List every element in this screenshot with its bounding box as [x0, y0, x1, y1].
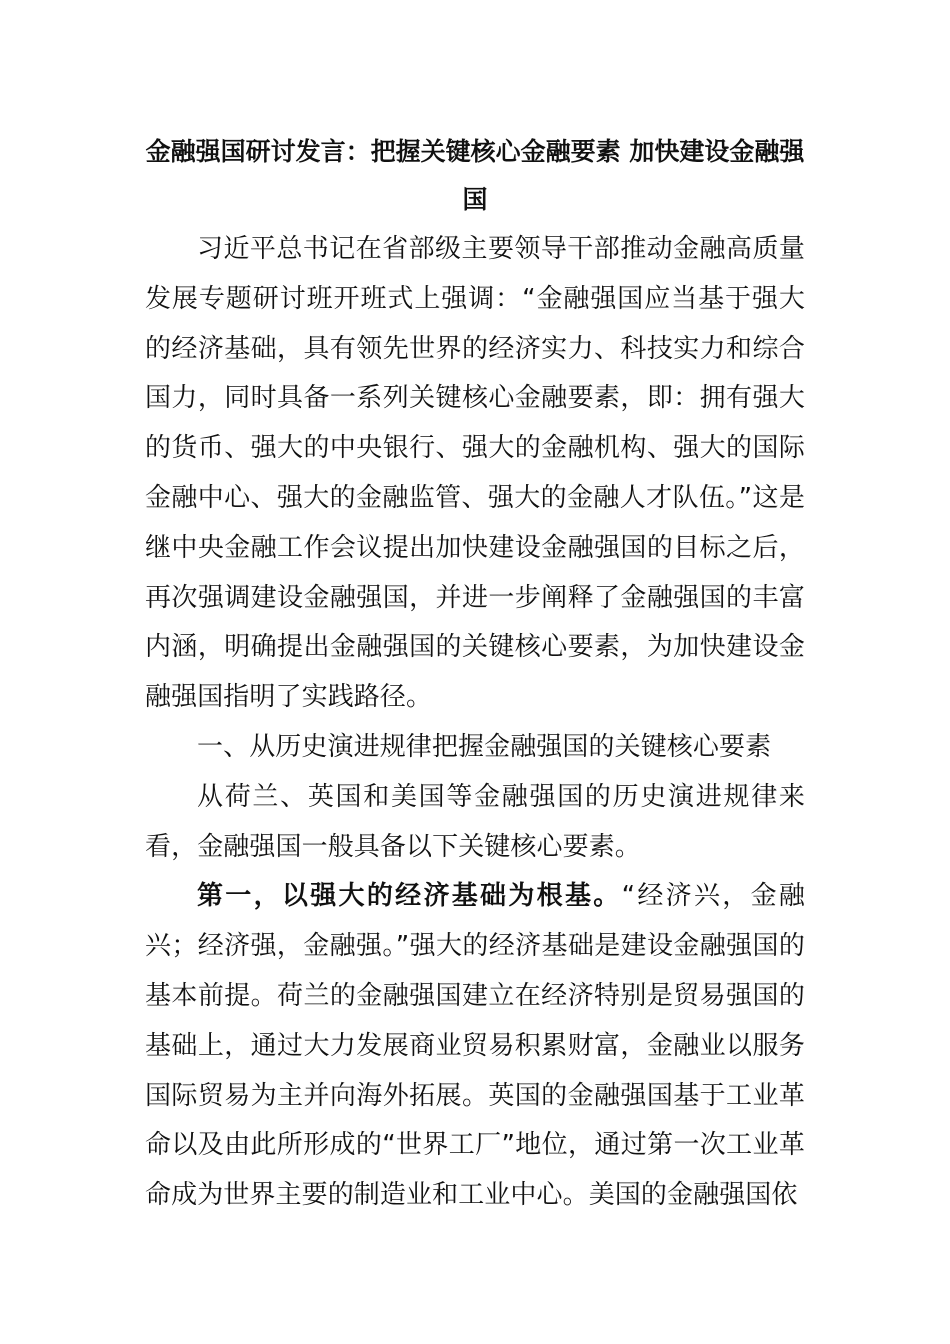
document-body	[145, 225, 805, 1221]
paragraph-section-intro	[145, 773, 805, 873]
paragraph-text: 习近平总书记在省部级主要领导干部推动金融高质量发展专题研讨班开班式上强调：“金融强国应当基于强大的经济基础，具有领先世界的经济实力、科技实力和综合国力，同时具备一系列关键核心金融要素，即：拥有强大的货币、强大的中央银行、强大的金融机构、强大的国际金融中心、强大的金融监管、强大的金融人才队伍。”这是继中央金融工作会议提出加快建设金融强国的目标之后，再次强调建设金融强国，并进一步阐释了金融强国的丰富内涵，明确提出金融强国的关键核心要素，为加快建设金融强国指明了实践路径。	[145, 234, 805, 713]
paragraph-first-point	[145, 872, 805, 1221]
paragraph-intro	[145, 225, 805, 723]
section-heading-1	[145, 723, 805, 773]
paragraph-text: “经济兴，金融兴；经济强，金融强。”强大的经济基础是建设金融强国的基本前提。荷兰的金融强国建立在经济特别是贸易强国的基础上，通过大力发展商业贸易积累财富，金融业以服务国际贸易为主并向海外拓展。英国的金融强国基于工业革命以及由此所形成的“世界工厂”地位，通过第一次工业革命成为世界主要的制造业和工业中心。美国的金融强国依	[145, 881, 805, 1211]
paragraph-text: 从荷兰、英国和美国等金融强国的历史演进规律来看，金融强国一般具备以下关键核心要素。	[145, 781, 805, 862]
document-title: 金融强国研讨发言：把握关键核心金融要素 加快建设金融强国	[145, 137, 805, 214]
section-heading-text: 一、从历史演进规律把握金融强国的关键核心要素	[197, 731, 772, 762]
paragraph-lead-bold: 第一，以强大的经济基础为根基。	[197, 881, 622, 912]
